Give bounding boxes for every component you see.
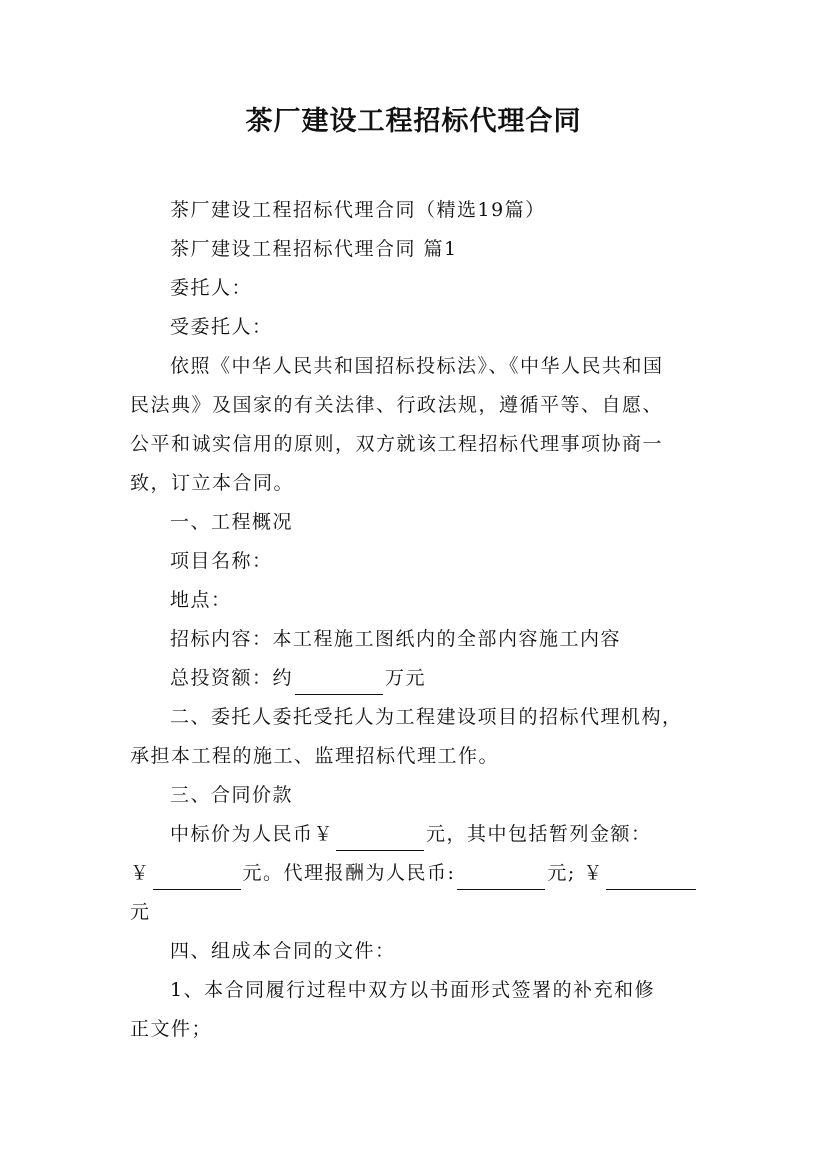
bid-content-line: 招标内容：本工程施工图纸内的全部内容施工内容 [170,628,622,650]
fill-blank [336,828,424,851]
price-tail: 元，其中包括暂列金额： [426,823,652,845]
list-item-continuation: 正文件； [130,1018,213,1040]
paragraph-line: 依照《中华人民共和国招标投标法》、《中华人民共和国 [170,355,664,377]
principal-line: 委托人： [170,277,253,299]
paragraph-line: 公平和诚实信用的原则，双方就该工程招标代理事项协商一 [130,433,664,455]
fill-blank [295,672,383,695]
subtitle-line: 茶厂建设工程招标代理合同（精选19篇） [170,199,546,221]
price-label: 中标价为人民币￥ [170,823,335,845]
list-item: 1、本合同履行过程中双方以书面形式签署的补充和修 [170,979,656,1001]
fill-blank [153,867,241,890]
price-line [130,817,750,851]
clause-heading: 一、工程概况 [170,511,294,533]
fee-unit: 元; [547,862,576,884]
paragraph-line: 民法典》及国家的有关法律、行政法规，遵循平等、自愿、 [130,394,664,416]
fee-label: 元。代理报酬为人民币: [242,862,456,884]
currency-symbol: ￥ [130,862,151,884]
unit-line: 元 [130,901,151,923]
fee-line [130,856,710,890]
document-title: 茶厂建设工程招标代理合同 [245,106,582,137]
clause-heading: 三、合同价款 [170,784,294,806]
investment-unit: 万元 [385,667,427,689]
project-name-line: 项目名称： [170,550,273,572]
agent-line: 受委托人： [170,316,273,338]
fill-blank [606,867,696,890]
investment-label: 总投资额：约 [170,667,294,689]
fill-blank [457,867,545,890]
investment-line [130,661,750,695]
currency-symbol: ￥ [583,862,604,884]
clause-heading: 四、组成本合同的文件： [170,940,396,962]
paragraph-line: 承担本工程的施工、监理招标代理工作。 [130,745,500,767]
section-heading: 茶厂建设工程招标代理合同 篇1 [170,238,458,260]
location-line: 地点： [170,589,232,611]
paragraph-line: 致，订立本合同。 [130,472,295,494]
paragraph-line: 二、委托人委托受托人为工程建设项目的招标代理机构， [170,706,683,728]
